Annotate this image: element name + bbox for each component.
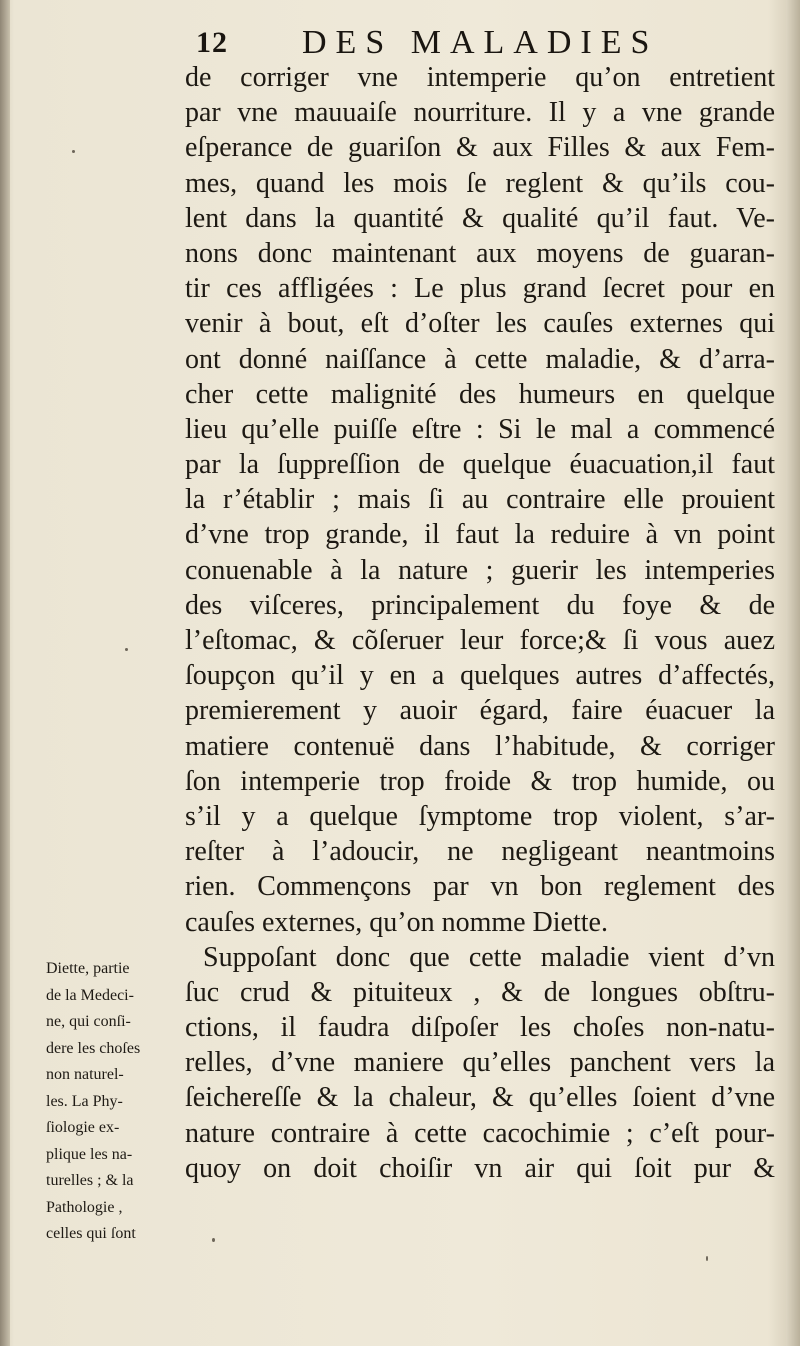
text-line: mes, quand les mois ſe reglent & qu’ils cou-	[185, 167, 775, 199]
ink-speck	[212, 1238, 215, 1242]
text-line: la r’établir ; mais ſi au contraire elle prouient	[185, 484, 775, 516]
text-line: ſuc crud & pituiteux , & de longues obſtru-	[185, 976, 775, 1008]
ink-speck	[125, 648, 128, 651]
text-line: relles, d’vne maniere qu’elles panchent vers la	[185, 1047, 775, 1079]
text-line: par vne mauuaiſe nourriture. Il y a vne grande	[185, 97, 775, 129]
text-line: ſeichereſſe & la chaleur, & qu’elles ſoient d’vne	[185, 1082, 775, 1114]
text-line: ſoupçon qu’il y en a quelques autres d’affectés,	[185, 660, 775, 692]
margin-note-line: ne, qui conſi-	[46, 1013, 131, 1030]
page-edge	[786, 0, 800, 1346]
gutter-shadow	[0, 0, 10, 1346]
text-line: ſon intemperie trop froide & trop humide, ou	[185, 765, 775, 797]
margin-note-line: turelles ; & la	[46, 1172, 134, 1189]
ink-speck	[706, 1256, 708, 1261]
margin-note-line: non naturel-	[46, 1066, 124, 1083]
margin-note-line: Diette, partie	[46, 960, 130, 977]
text-line: rien. Commençons par vn bon reglement des	[185, 871, 775, 903]
margin-note-line: Pathologie ,	[46, 1198, 123, 1216]
text-line: par la ſuppreſſion de quelque éuacuation,il faut	[185, 449, 775, 481]
margin-note-line: celles qui ſont	[46, 1225, 136, 1242]
text-line: nons donc maintenant aux moyens de guaran-	[185, 237, 775, 269]
margin-note-line: de la Medeci-	[46, 986, 134, 1004]
margin-note	[46, 956, 186, 1248]
text-line: quoy on doit choiſir vn air qui ſoit pur &	[185, 1152, 775, 1184]
text-line: cher cette malignité des humeurs en quelque	[185, 378, 775, 410]
text-line: matiere contenuë dans l’habitude, & corriger	[185, 730, 775, 762]
margin-note-line: ſiologie ex-	[46, 1119, 120, 1136]
text-line: reſter à l’adoucir, ne negligeant neantmoins	[185, 836, 775, 868]
text-line: premierement y auoir égard, faire éuacuer la	[185, 695, 775, 727]
margin-note-line: les. La Phy-	[46, 1092, 123, 1110]
text-line: nature contraire à cette cacochimie ; c’eſt pour-	[185, 1117, 775, 1149]
margin-note-line: dere les choſes	[46, 1039, 141, 1057]
margin-note-line: plique les na-	[46, 1145, 133, 1163]
text-line: d’vne trop grande, il faut la reduire à vn point	[185, 519, 775, 551]
text-line: ont donné naiſſance à cette maladie, & d’arra-	[185, 343, 775, 375]
text-line: Suppoſant donc que cette maladie vient d’vn	[203, 941, 775, 973]
text-line: des viſceres, principalement du foye & de	[185, 589, 775, 621]
text-line: s’il y a quelque ſymptome trop violent, s’ar-	[185, 800, 775, 832]
page-number: 12	[196, 26, 228, 59]
main-text	[185, 60, 775, 1186]
text-line: conuenable à la nature ; guerir les intemperies	[185, 554, 775, 586]
text-line: lent dans la quantité & qualité qu’il faut. Ve-	[185, 202, 775, 234]
ink-speck	[72, 150, 75, 153]
text-line: tir ces affligées : Le plus grand ſecret pour en	[185, 273, 775, 305]
text-line: eſperance de guariſon & aux Filles & aux Fem-	[185, 132, 775, 164]
text-line: lieu qu’elle puiſſe eſtre : Si le mal a commencé	[185, 413, 775, 445]
running-head: DES MALADIES	[302, 24, 659, 61]
text-line: venir à bout, eſt d’oſter les cauſes externes qui	[185, 308, 775, 340]
text-line: l’eſtomac, & cõſeruer leur force;& ſi vous auez	[185, 625, 775, 656]
text-line: cauſes externes, qu’on nomme Diette.	[185, 906, 608, 938]
text-line: de corriger vne intemperie qu’on entretient	[185, 62, 775, 93]
text-line: ctions, il faudra diſpoſer les choſes non-natu-	[185, 1012, 775, 1044]
